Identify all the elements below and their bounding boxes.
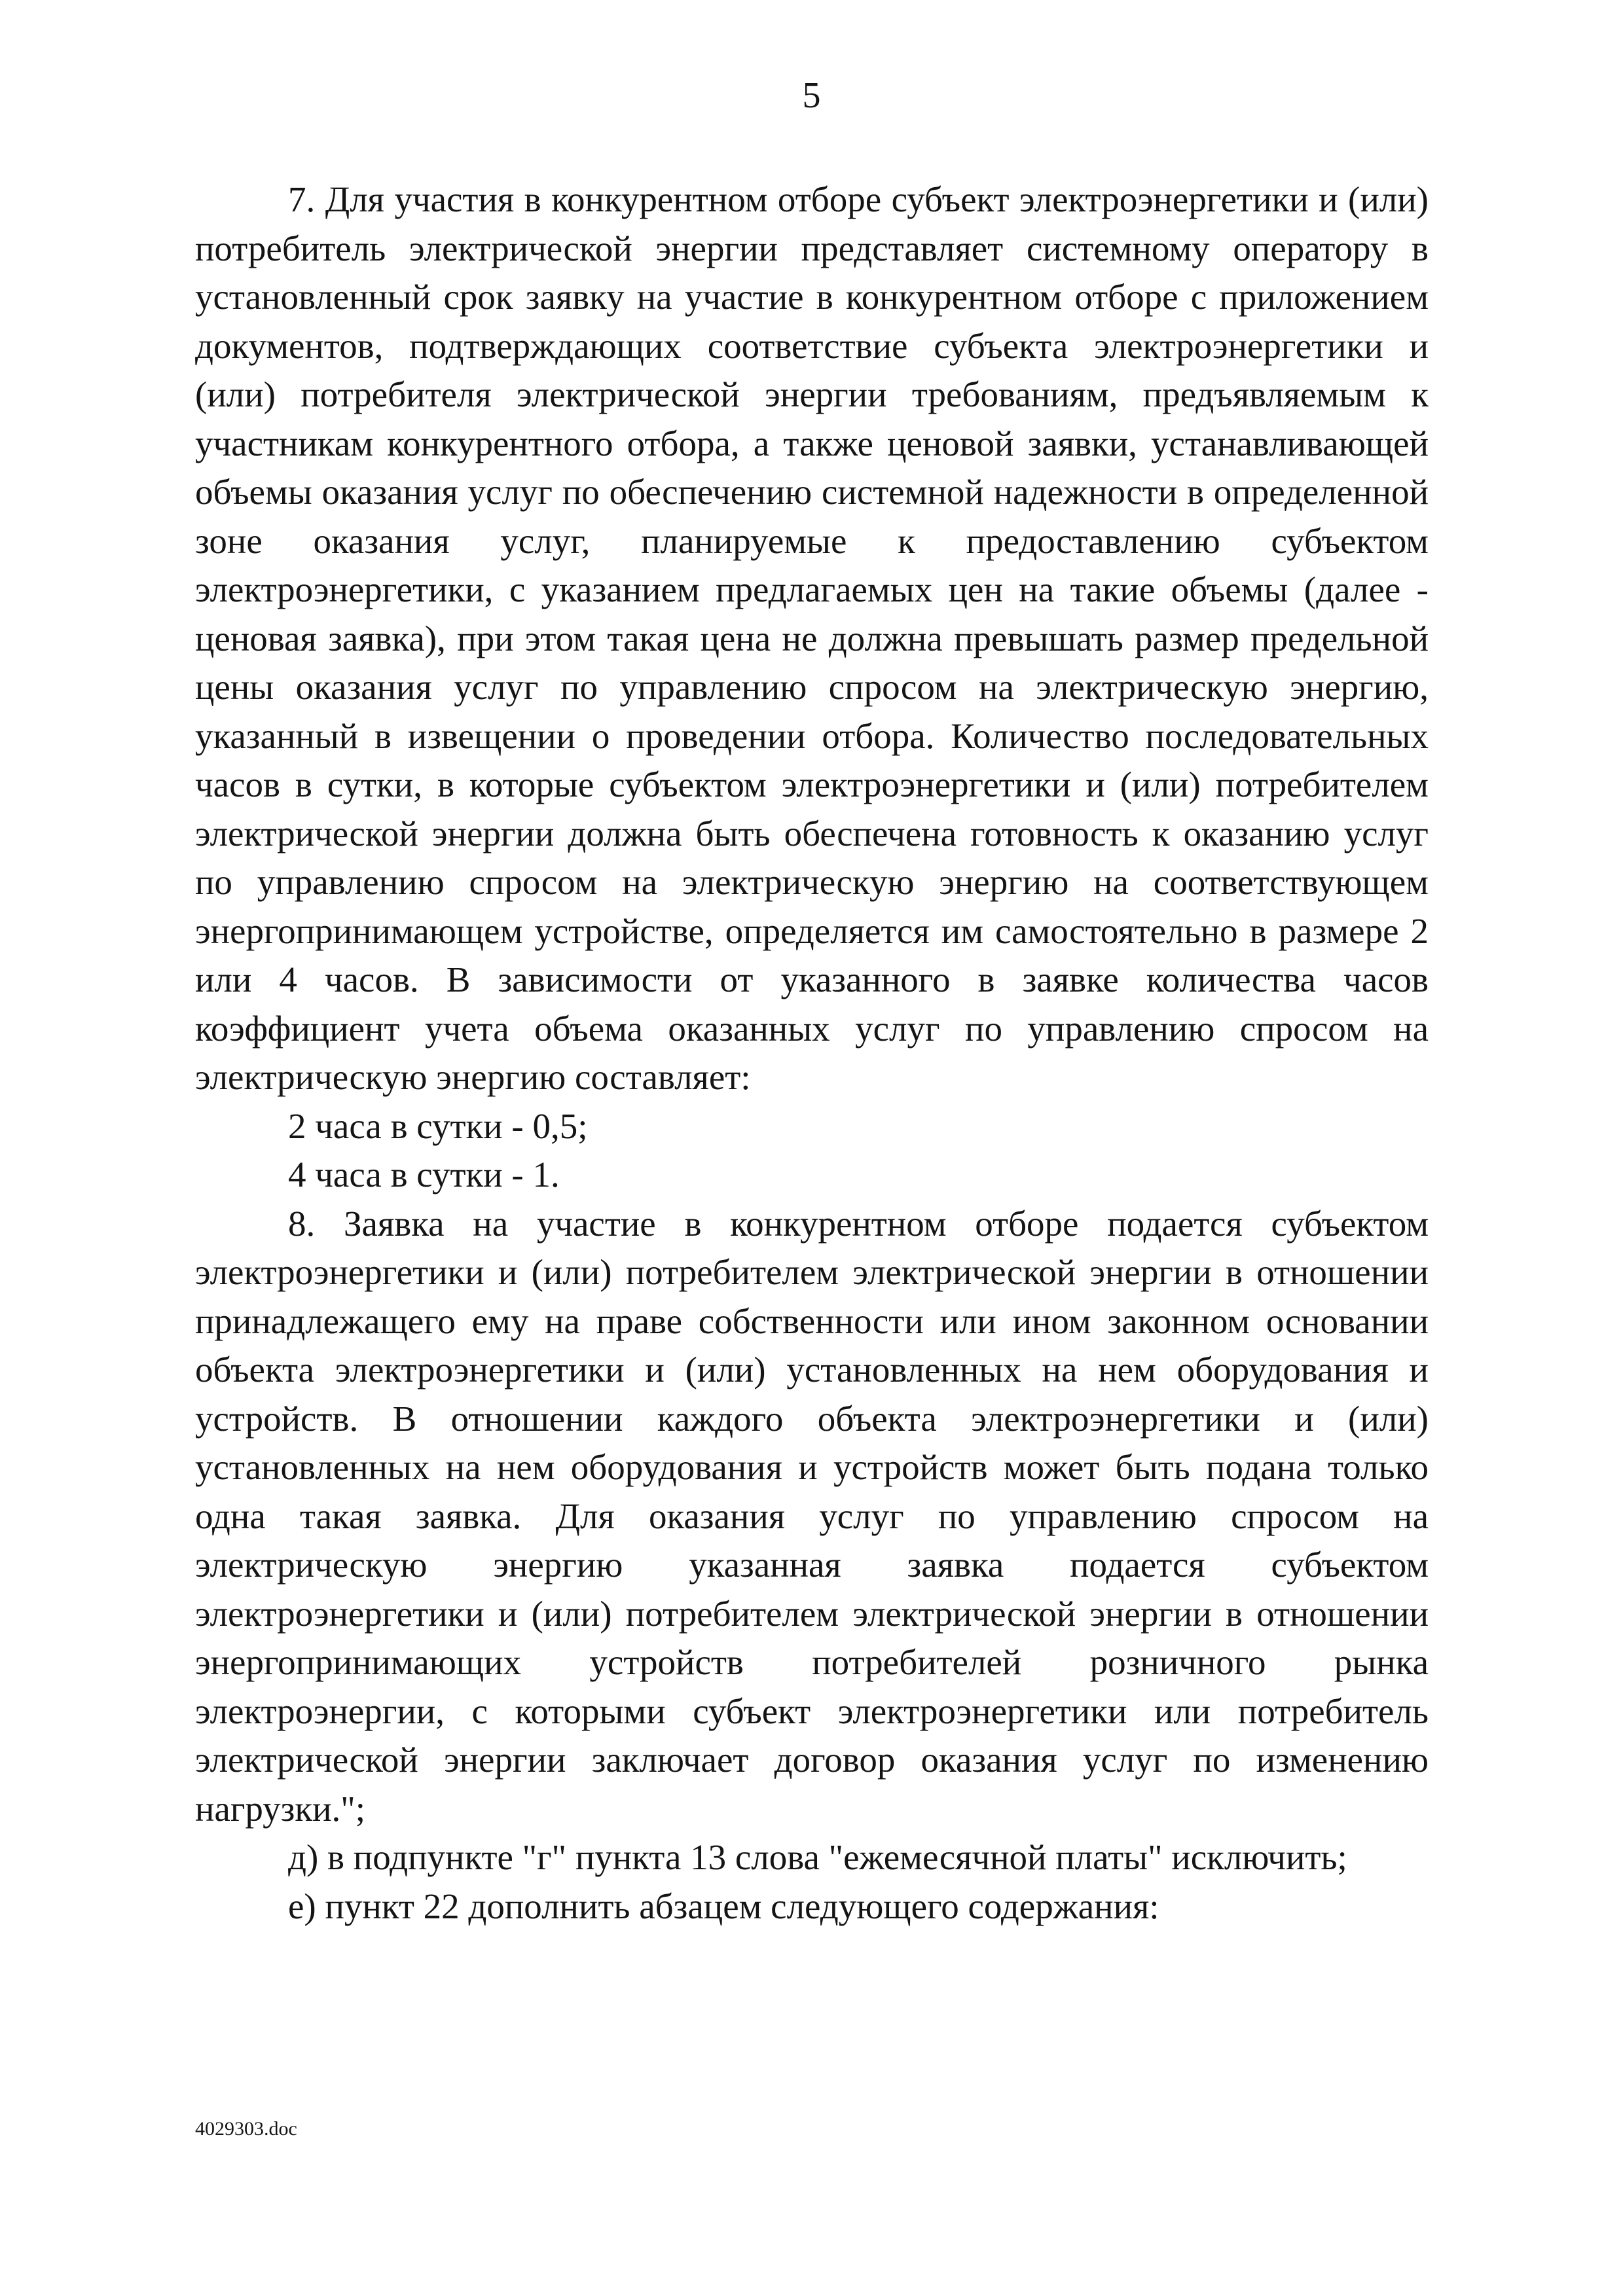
document-code: 4029303.doc — [195, 2118, 297, 2140]
list-item-4-hours: 4 часа в сутки - 1. — [288, 1155, 560, 1194]
paragraph-7: 7. Для участия в конкурентном отборе субъект электроэнергетики и (или) потребитель электрической энергии представляет системному оператору в установленный срок заявку на участие в конкурентном отборе с приложением документов, подтверждающих соответствие субъекта электроэнергетики и (или) потребителя электрической энергии требованиям, предъявляемым к участникам конкурентного отбора, а также ценовой заявки, устанавливающей объемы оказания услуг по обеспечению системной надежности в определенной зоне оказания услуг, планируемые к предоставлению субъектом электроэнергетики, с указанием предлагаемых цен на такие объемы (далее - ценовая заявка), при этом такая цена не должна превышать размер предельной цены оказания услуг по управлению спросом на электрическую энергию, указанный в извещении о проведении отбора. Количество последовательных часов в сутки, в которые субъектом электроэнергетики и (или) потребителем электрической энергии должна быть обеспечена готовность к оказанию услуг по управлению спросом на электрическую энергию на соответствующем энергопринимающем устройстве, определяется им самостоятельно в размере 2 или 4 часов. В зависимости от указанного в заявке количества часов коэффициент учета объема оказанных услуг по управлению спросом на электрическую энергию составляет: — [195, 179, 1429, 1097]
subparagraph-d: д) в подпункте "г" пункта 13 слова "ежемесячной платы" исключить; — [288, 1837, 1347, 1877]
subparagraph-e: е) пункт 22 дополнить абзацем следующего содержания: — [288, 1886, 1159, 1926]
page-number: 5 — [802, 75, 821, 116]
paragraph-8: 8. Заявка на участие в конкурентном отборе подается субъектом электроэнергетики и (или) потребителем электрической энергии в отношении принадлежащего ему на праве собственности или ином законном основании объекта электроэнергетики и (или) установленных на нем оборудования и устройств. В отношении каждого объекта электроэнергетики и (или) установленных на нем оборудования и устройств может быть подана только одна такая заявка. Для оказания услуг по управлению спросом на электрическую энергию указанная заявка подается субъектом электроэнергетики и (или) потребителем электрической энергии в отношении энергопринимающих устройств потребителей розничного рынка электроэнергии, с которыми субъект электроэнергетики или потребитель электрической энергии заключает договор оказания услуг по изменению нагрузки."; — [195, 1203, 1429, 1829]
document-body — [195, 175, 1429, 1931]
list-item-2-hours: 2 часа в сутки - 0,5; — [288, 1105, 588, 1146]
